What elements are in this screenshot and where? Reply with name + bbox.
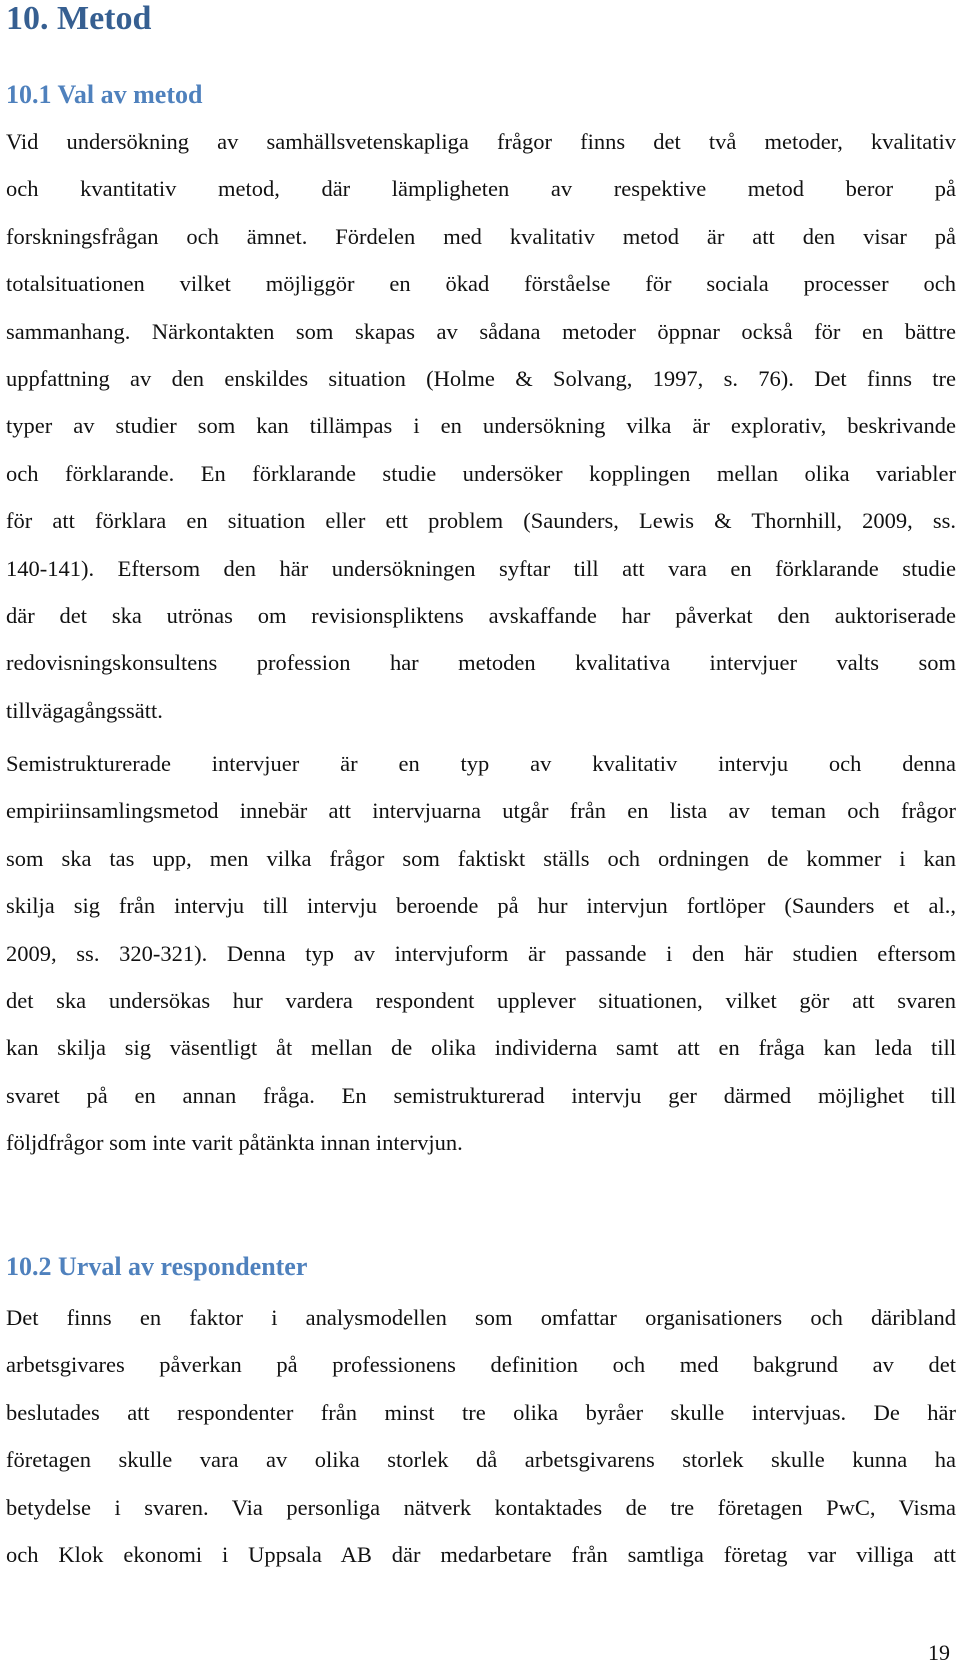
text-line: 2009, ss. 320-321). Denna typ av intervjuform är passande i den här studien eftersom [6, 940, 956, 966]
text-line: och kvantitativ metod, där lämpligheten av respektive metod beror på [6, 176, 956, 202]
text-line: Vid undersökning av samhällsvetenskapliga frågor finns det två metoder, kvalitativ [6, 129, 956, 154]
text-line: sammanhang. Närkontakten som skapas av sådana metoder öppnar också för en bättre [6, 318, 956, 344]
text-line: forskningsfrågan och ämnet. Fördelen med kvalitativ metod är att den visar på [6, 223, 956, 249]
text-line: kan skilja sig väsentligt åt mellan de olika individerna samt att en fråga kan leda till [6, 1035, 956, 1061]
section-heading-val-av-metod: 10.1 Val av metod [6, 80, 203, 109]
text-line: beslutades att respondenter från minst tre olika byråer skulle intervjuas. De här [6, 1399, 956, 1425]
text-line: uppfattning av den enskildes situation (Holme & Solvang, 1997, s. 76). Det finns tre [6, 365, 956, 391]
text-line: arbetsgivares påverkan på professionens definition och med bakgrund av det [6, 1352, 956, 1378]
text-line: empiriinsamlingsmetod innebär att intervjuarna utgår från en lista av teman och frågor [6, 798, 956, 824]
page-number: 19 [928, 1640, 950, 1665]
text-line: skilja sig från intervju till intervju beroende på hur intervjun fortlöper (Saunders et al., [6, 893, 956, 919]
text-line: där det ska utrönas om revisionspliktens avskaffande har påverkat den auktoriserade [6, 602, 956, 628]
paragraph-urval-av-respondenter [6, 1294, 956, 1578]
text-line: företagen skulle vara av olika storlek då arbetsgivarens storlek skulle kunna ha [6, 1447, 956, 1473]
text-line: betydelse i svaren. Via personliga nätverk kontaktades de tre företagen PwC, Visma [6, 1494, 956, 1520]
text-line: 140-141). Eftersom den här undersökningen syftar till att vara en förklarande studie [6, 555, 956, 581]
text-line: som ska tas upp, men vilka frågor som faktiskt ställs och ordningen de kommer i kan [6, 845, 956, 871]
text-line: svaret på en annan fråga. En semistrukturerad intervju ger därmed möjlighet till [6, 1082, 956, 1108]
text-line: typer av studier som kan tillämpas i en undersökning vilka är explorativ, beskrivande [6, 413, 956, 439]
text-line: totalsituationen vilket möjliggör en ökad förståelse för sociala processer och [6, 271, 956, 297]
paragraph-semistrukturerade-intervjuer [6, 740, 956, 1167]
text-line: följdfrågor som inte varit påtänkta innan intervjun. [6, 1130, 463, 1156]
text-line: redovisningskonsultens profession har metoden kvalitativa intervjuer valts som [6, 650, 956, 676]
text-line: Semistrukturerade intervjuer är en typ av kvalitativ intervju och denna [6, 751, 956, 776]
text-line: och förklarande. En förklarande studie undersöker kopplingen mellan olika variabler [6, 460, 956, 486]
text-line: Det finns en faktor i analysmodellen som omfattar organisationers och däribland [6, 1305, 956, 1330]
chapter-heading: 10. Metod [6, 0, 152, 37]
section-heading-urval-av-respondenter: 10.2 Urval av respondenter [6, 1252, 308, 1281]
text-line: för att förklara en situation eller ett problem (Saunders, Lewis & Thornhill, 2009, ss. [6, 508, 956, 534]
text-line: det ska undersökas hur vardera respondent upplever situationen, vilket gör att svaren [6, 987, 956, 1013]
text-line: tillvägagångssätt. [6, 697, 163, 723]
paragraph-val-av-metod [6, 118, 956, 734]
text-line: och Klok ekonomi i Uppsala AB där medarbetare från samtliga företag var villiga att [6, 1541, 956, 1567]
